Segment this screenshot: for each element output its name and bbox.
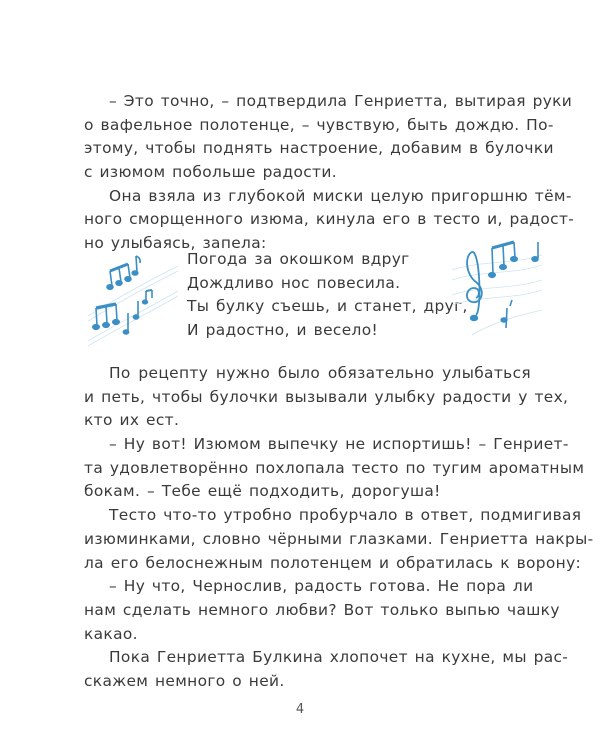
paragraph bbox=[84, 575, 560, 646]
treble-clef-notes-icon bbox=[452, 240, 542, 340]
text-block-bottom bbox=[84, 362, 594, 694]
song-line: Ты булку съешь, и станет, друг, bbox=[187, 297, 468, 316]
song-line: И радостно, и весело! bbox=[187, 321, 378, 340]
song-line: Погода за окошком вдруг bbox=[187, 250, 410, 268]
song-verse bbox=[187, 248, 468, 343]
paragraph bbox=[84, 504, 594, 575]
text-line: ла его белоснежным полотенцем и обратилась к ворону: bbox=[84, 553, 582, 572]
text-line: скажем немного о ней. bbox=[84, 671, 285, 690]
text-line: Пока Генриетта Булкина хлопочет на кухне, мы рас- bbox=[109, 648, 569, 667]
text-line: – Это точно, – подтвердила Генриетта, вытирая руки bbox=[109, 92, 573, 110]
text-line: нам сделать немного любви? Вот только выпью чашку bbox=[84, 600, 560, 619]
page-number: 4 bbox=[295, 702, 305, 717]
text-line: ного сморщенного изюма, кинула его в тесто и, радост- bbox=[84, 210, 575, 229]
text-line: и петь, чтобы булочки вызывали улыбку радости у тех, bbox=[84, 387, 569, 406]
text-line: По рецепту нужно было обязательно улыбаться bbox=[109, 364, 531, 382]
text-line: – Ну вот! Изюмом выпечку не испортишь! – Генриет- bbox=[109, 435, 569, 454]
paragraph bbox=[84, 90, 573, 185]
text-line: о вафельное полотенце, – чувствую, быть дождю. По- bbox=[84, 115, 554, 134]
song-line: Дождливо нос повесила. bbox=[187, 273, 401, 292]
text-line: та удовлетворённо похлопала тесто по тугим ароматным bbox=[84, 458, 585, 477]
text-line: Тесто что-то утробно пробурчало в ответ, подмигивая bbox=[109, 506, 582, 525]
paragraph bbox=[84, 433, 585, 504]
text-line: кто их ест. bbox=[84, 411, 180, 430]
text-line: изюминками, словно чёрными глазками. Генриетта накры- bbox=[84, 529, 594, 548]
text-line: – Ну что, Чернослив, радость готова. Не пора ли bbox=[109, 577, 534, 596]
text-line: Она взяла из глубокой миски целую пригоршню тём- bbox=[109, 186, 572, 205]
text-line: с изюмом побольше радости. bbox=[84, 163, 337, 182]
text-line: какао. bbox=[84, 624, 138, 643]
music-notes-icon bbox=[88, 246, 178, 346]
text-block-top bbox=[84, 90, 575, 256]
text-line: но улыбаясь, запела: bbox=[84, 234, 267, 253]
paragraph bbox=[84, 362, 569, 433]
paragraph bbox=[84, 646, 569, 693]
text-line: бокам. – Тебе ещё подходить, дорогуша! bbox=[84, 482, 441, 501]
text-line: этому, чтобы поднять настроение, добавим в булочки bbox=[84, 139, 554, 158]
